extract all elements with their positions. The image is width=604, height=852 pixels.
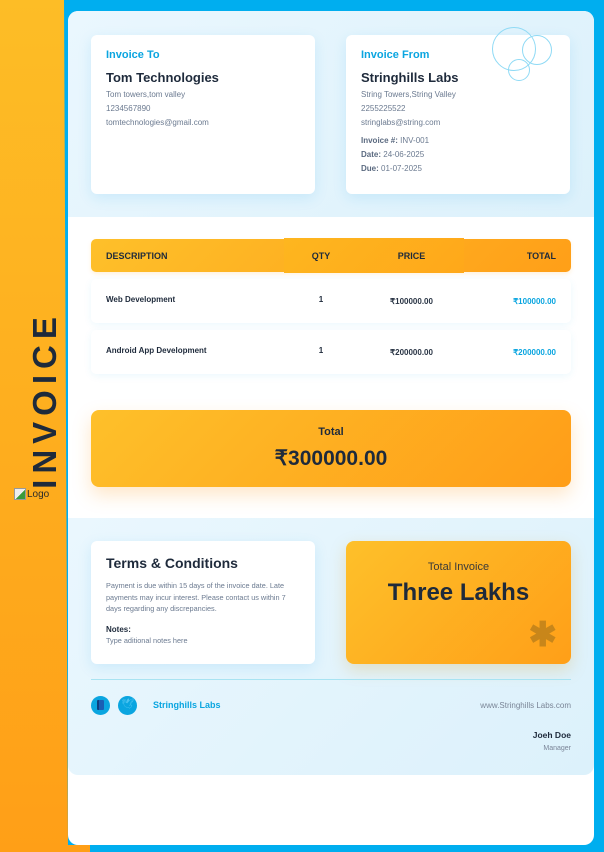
item-description: Android App Development bbox=[106, 345, 207, 355]
header-band bbox=[68, 11, 594, 217]
client-phone: 1234567890 bbox=[106, 104, 151, 113]
invoice-date: Date: 24-06-2025 bbox=[361, 150, 425, 159]
header-description: DESCRIPTION bbox=[106, 250, 168, 261]
table-row bbox=[91, 330, 571, 374]
company-name: Stringhills Labs bbox=[361, 70, 459, 85]
company-phone: 2255225522 bbox=[361, 104, 406, 113]
footer-row bbox=[91, 695, 571, 715]
grand-total-box bbox=[91, 410, 571, 487]
invoice-meta bbox=[361, 137, 555, 173]
footer-website-link[interactable]: www.Stringhills Labs.com bbox=[480, 700, 571, 710]
bottom-band bbox=[68, 518, 594, 775]
invoice-due: Due: 01-07-2025 bbox=[361, 164, 422, 173]
invoice-to-label: Invoice To bbox=[106, 49, 160, 61]
bird-icon[interactable]: 🕊 bbox=[118, 696, 137, 715]
invoice-number: Invoice #: INV-001 bbox=[361, 136, 430, 145]
broken-image-icon bbox=[14, 488, 26, 500]
client-address: Tom towers,tom valley bbox=[106, 90, 186, 99]
header-price: PRICE bbox=[397, 250, 426, 261]
item-price: ₹100000.00 bbox=[390, 296, 433, 306]
items-table bbox=[91, 239, 571, 374]
logo-alt-text: Logo bbox=[27, 488, 50, 500]
logo bbox=[14, 488, 49, 500]
book-icon[interactable] bbox=[91, 696, 110, 715]
invoice-from-box bbox=[346, 35, 570, 194]
asterisk-icon: ✱ bbox=[528, 616, 557, 654]
header-total: TOTAL bbox=[526, 250, 556, 261]
item-total: ₹200000.00 bbox=[513, 347, 556, 357]
header-qty: QTY bbox=[311, 250, 331, 261]
client-name: Tom Technologies bbox=[106, 70, 219, 85]
item-description: Web Development bbox=[106, 294, 176, 304]
table-row bbox=[91, 279, 571, 323]
sidebar-bottom bbox=[0, 845, 90, 852]
total-value: ₹300000.00 bbox=[274, 447, 388, 470]
item-price: ₹200000.00 bbox=[390, 347, 433, 357]
total-words-value: Three Lakhs bbox=[387, 579, 530, 606]
notes-text: Type aditional notes here bbox=[106, 635, 188, 645]
footer-brand: Stringhills Labs bbox=[153, 700, 221, 710]
company-address: String Towers,String Valley bbox=[361, 90, 456, 99]
signer-name: Joeh Doe bbox=[532, 730, 571, 740]
terms-text: Payment is due within 15 days of the invoice date. Late payments may incur interest. Please contact us within 7 days regarding any discrepancies. bbox=[106, 581, 286, 613]
invoice-from-label: Invoice From bbox=[361, 49, 430, 61]
invoice-to-box bbox=[91, 35, 315, 194]
terms-title: Terms & Conditions bbox=[106, 555, 238, 571]
notes-label: Notes: bbox=[106, 624, 131, 634]
signer-role: Manager bbox=[543, 745, 571, 752]
item-total: ₹100000.00 bbox=[513, 296, 556, 306]
sidebar-title: INVOICE bbox=[26, 311, 63, 489]
terms-box bbox=[91, 541, 315, 664]
item-qty: 1 bbox=[318, 345, 324, 355]
item-qty: 1 bbox=[318, 294, 324, 304]
client-email: tomtechnologies@gmail.com bbox=[106, 118, 209, 127]
footer-divider bbox=[91, 679, 571, 680]
company-email: stringlabs@string.com bbox=[361, 118, 441, 127]
total-in-words-box bbox=[346, 541, 571, 664]
total-words-label: Total Invoice bbox=[427, 561, 490, 573]
decorative-circles-icon bbox=[492, 27, 556, 83]
signature-block bbox=[533, 730, 571, 752]
invoice-card bbox=[68, 11, 594, 845]
total-label: Total bbox=[318, 426, 344, 438]
table-header bbox=[91, 239, 571, 272]
